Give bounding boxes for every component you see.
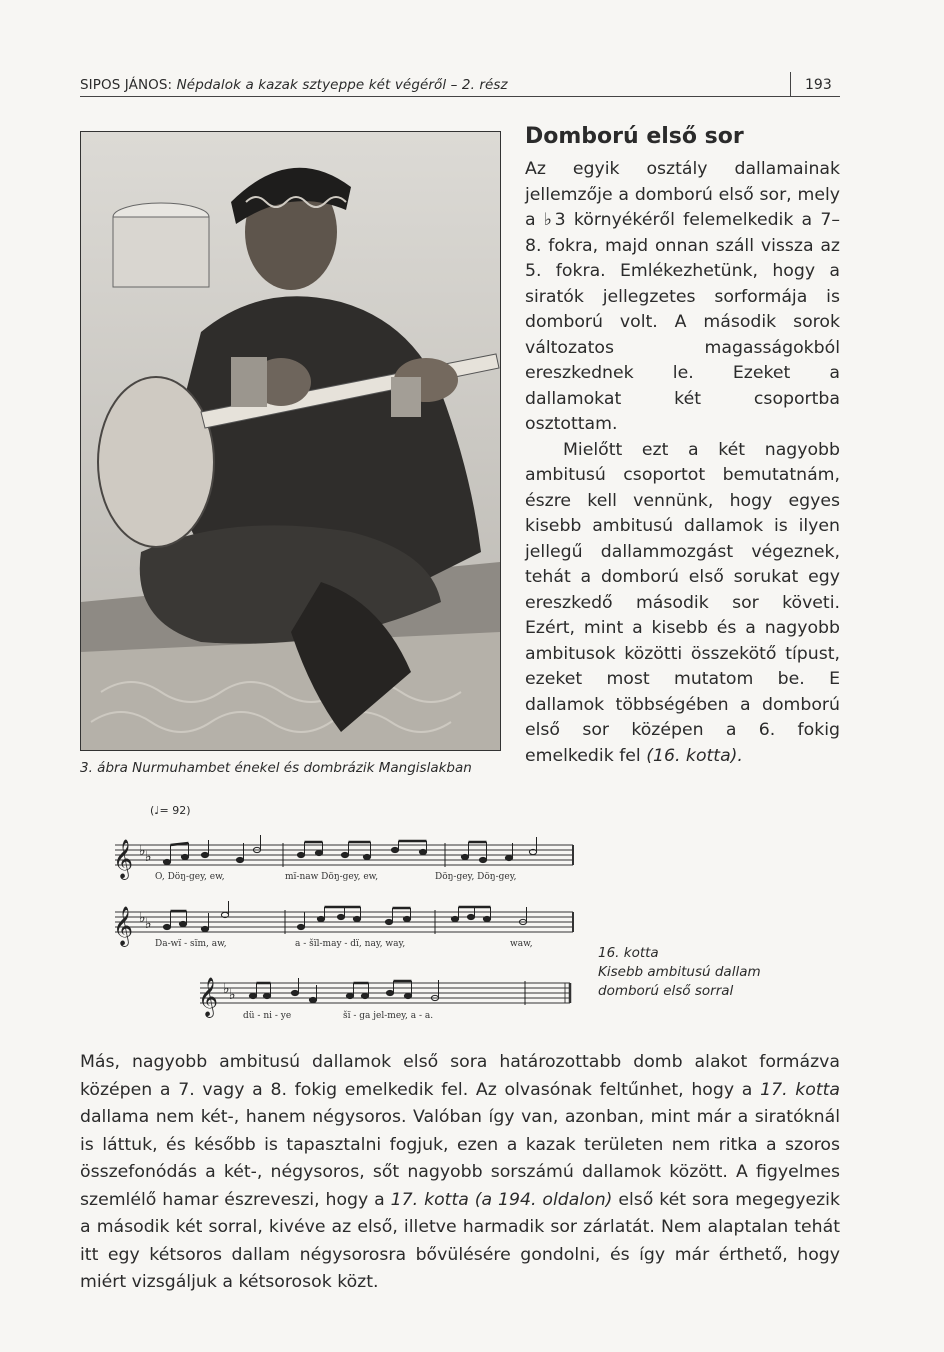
lyric-line1-c: Döŋ-gey, Döŋ-gey, (435, 872, 517, 882)
lyric-line2-c: waw, (510, 939, 533, 949)
header-separator (790, 72, 791, 96)
lyric-line3-b: šï - ga jel-mey, a - a. (343, 1011, 434, 1021)
bottom-text-part2: dallama nem két-, hanem négysoros. Valóban így van, azonban, mint már a siratóknál is láttuk, és később is tapasztalni fogjuk, ezen a kazak területen nem ritka a szoros összefonódás a két-, négysoros, sőt nagyobb sorszámú dallamok között. A figyelmes szemlélő hamar észreveszi, hogy a (80, 1107, 840, 1210)
header-rule (80, 96, 840, 97)
lyric-line2-b: a - šïl-may - dï, nay, way, (295, 939, 406, 949)
paragraph-2 (525, 438, 840, 770)
photo-illustration (81, 132, 500, 750)
bottom-paragraph (80, 1049, 840, 1297)
svg-text:♭: ♭ (139, 843, 146, 859)
bottom-text-part3: első két sora megegyezik a második két sorral, kivéve az első, illetve harmadik sor zárlatát. Nem alaptalan tehát itt egy kétsoros dallam négysorosra bővülésére gondolni, és így már érthető, hogy miért vizsgáljuk a kétsorosok közt. (80, 1189, 840, 1292)
running-header (80, 77, 508, 93)
notation-caption-line2: domború első sorral (598, 983, 734, 999)
bottom-paragraph-text (80, 1049, 840, 1297)
figure-caption: 3. ábra Nurmuhambet énekel és dombrázik Mangislakban (80, 760, 472, 776)
paragraph-2-text: Mielőtt ezt a két nagyobb ambitusú csoportot bemutatnám, észre kell vennünk, hogy egyes kisebb ambitusú dallamok is ilyen jellegű dallammozgást végeznek, tehát a domború első sorukat egy ereszkedő második sor követi. Ezért, mint a kisebb és a nagyobb ambitusok közötti összekötő típust, ezeket most mutatom be. E dallamok többségében a domború első sor középen a 6. fokig emelkedik fel (525, 439, 840, 766)
svg-text:♭: ♭ (145, 849, 152, 865)
page-number: 193 (805, 77, 832, 93)
notation-caption-line1: Kisebb ambitusú dallam (598, 964, 761, 980)
svg-text:𝄞: 𝄞 (113, 839, 134, 879)
svg-text:♭: ♭ (223, 981, 230, 997)
music-staves (105, 815, 575, 1030)
bottom-reference-2: 17. kotta (a 194. oldalon) (390, 1189, 613, 1210)
svg-text:𝄞: 𝄞 (113, 906, 134, 946)
right-column-text (525, 157, 840, 769)
bottom-reference-1: 17. kotta (760, 1079, 840, 1100)
header-title: Népdalok a kazak sztyeppe két végéről – 2. rész (176, 77, 508, 93)
section-heading: Domború első sor (525, 124, 744, 149)
header-author: SIPOS JÁNOS: (80, 77, 173, 93)
svg-text:♭: ♭ (145, 916, 152, 932)
lyric-line1-a: O, Döŋ-gey, ew, (155, 872, 225, 882)
photograph (80, 131, 501, 751)
lyric-line1-b: mï-naw Döŋ-gey, ew, (285, 872, 379, 882)
svg-text:♭: ♭ (229, 987, 236, 1003)
bottom-text-part1: Más, nagyobb ambitusú dallamok első sora határozottabb domb alakot formázva középen a 7. vagy a 8. fokig emelkedik fel. Az olvasónak feltűnhet, hogy a (80, 1052, 840, 1100)
paragraph-1: Az egyik osztály dallamainak jellemzője a domború első sor, mely a ♭3 környékéről felemelkedik a 7–8. fokra, majd onnan száll vissza az 5. fokra. Emlékezhetünk, hogy a siratók jellegzetes sorformája is domború volt. A második sorok változatos magasságokból ereszkednek le. Ezeket a dallamokat két csoportba osztottam. (525, 159, 840, 434)
paragraph-2-reference: (16. kotta). (646, 745, 743, 766)
lyric-line3-a: dü - ni - ye (243, 1011, 292, 1021)
svg-text:𝄞: 𝄞 (198, 977, 219, 1017)
tempo-marking: (♩= 92) (150, 804, 191, 817)
notation-caption (598, 944, 818, 1001)
lyric-line2-a: Da-wï - sïm, aw, (155, 939, 227, 949)
svg-text:♭: ♭ (139, 910, 146, 926)
music-notation (105, 815, 575, 1030)
notation-caption-number: 16. kotta (598, 945, 659, 961)
